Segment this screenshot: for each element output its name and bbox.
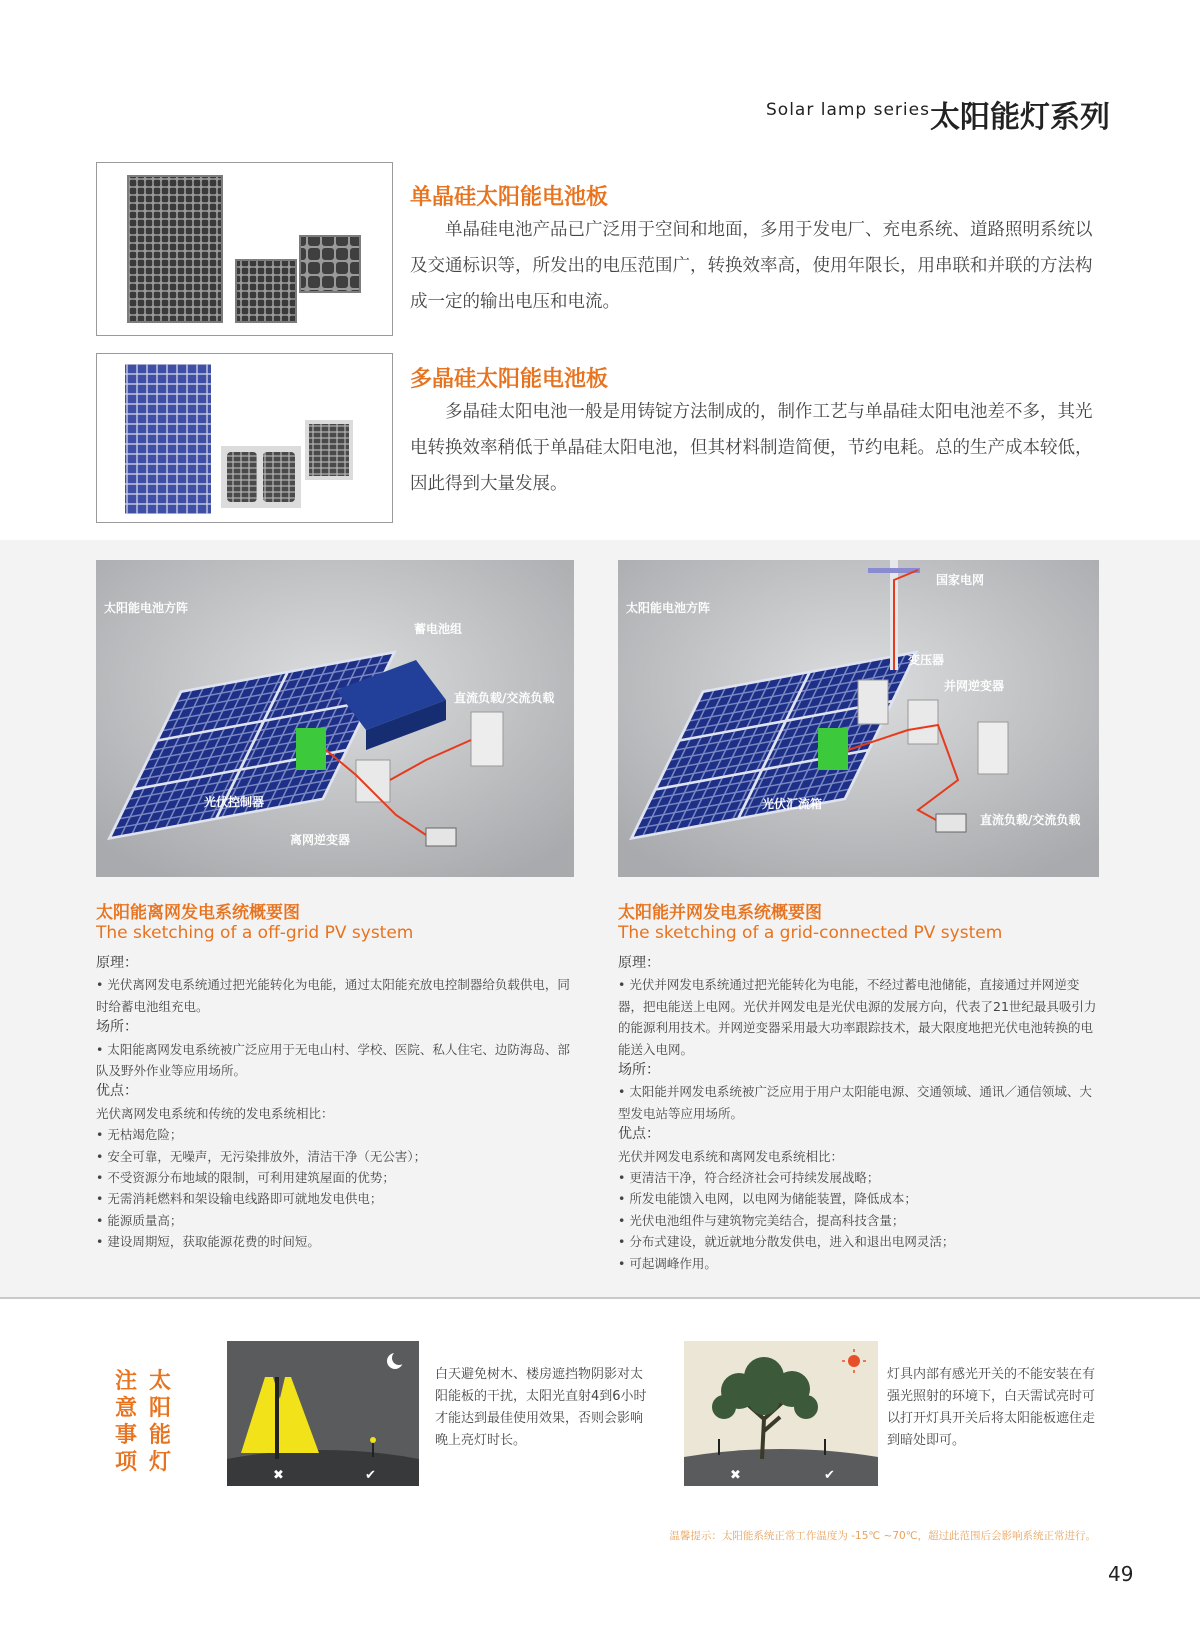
- list-item: • 更清洁干净，符合经济社会可持续发展战略；: [618, 1170, 880, 1186]
- offgrid-label-battery: 蓄电池组: [414, 622, 463, 636]
- offgrid-principle-heading: 原理：: [96, 955, 138, 971]
- list-item: • 分布式建设，就近就地分散发供电，进入和退出电网灵活；: [618, 1234, 955, 1250]
- header-title-en: Solar lamp series: [766, 100, 930, 120]
- cross-icon: ✖: [273, 1468, 284, 1483]
- offgrid-label-controller: 光伏控制器: [204, 795, 265, 809]
- section-divider: [0, 1297, 1200, 1299]
- grid-adv-intro: 光伏并网发电系统和离网发电系统相比：: [618, 1148, 844, 1164]
- grid-principle: • 光伏并网发电系统通过把光能转化为电能，不经过蓄电池储能，直接通过并网逆变器，把电能送上电网。光伏并网发电是光伏电源的发展方向，代表了21世纪最具吸引力的能源利用技术。并网逆变器采用最大功率跟踪技术，最大限度地把光伏电池转换的电能送入电网。: [618, 977, 1097, 1057]
- list-item: • 安全可靠，无噪声，无污染排放外，清洁干净（无公害）；: [96, 1148, 427, 1164]
- notice-heading-lamp: 太阳能灯: [148, 1369, 171, 1475]
- grid-caption-en: The sketching of a grid-connected PV system: [618, 923, 1003, 943]
- offgrid-principle: • 光伏离网发电系统通过把光能转化为电能，通过太阳能充放电控制器给负载供电，同时给蓄电池组充电。: [96, 977, 570, 1014]
- mono-panel-title: 单晶硅太阳能电池板: [410, 185, 609, 210]
- check-icon: ✔: [824, 1468, 835, 1483]
- list-item: • 无枯竭危险；: [96, 1127, 183, 1143]
- mono-panels-illustration: [97, 163, 392, 335]
- mono-panel-description: 单晶硅电池产品已广泛用于空间和地面，多用于发电厂、充电系统、道路照明系统以及交通标识等，所发出的电压范围广，转换效率高，使用年限长，用串联和并联的方法构成一定的输出电压和电流。: [410, 220, 1093, 312]
- page-number: 49: [1108, 1562, 1134, 1586]
- offgrid-diagram-illustration: [96, 560, 574, 877]
- offgrid-label-array: 太阳能电池方阵: [104, 601, 189, 615]
- offgrid-adv-intro: 光伏离网发电系统和传统的发电系统相比：: [96, 1105, 334, 1121]
- grid-description: [618, 953, 1099, 1274]
- tip1-text: 白天避免树木、楼房遮挡物阴影对太阳能板的干扰，太阳光直射4到6小时才能达到最佳使用效果，否则会影响晚上亮灯时长。: [435, 1367, 647, 1448]
- check-icon: ✔: [365, 1468, 376, 1483]
- grid-diagram: [618, 560, 1099, 877]
- offgrid-place-heading: 场所：: [96, 1019, 138, 1036]
- grid-principle-heading: 原理：: [618, 955, 660, 971]
- footer-note: 温馨提示：太阳能系统正常工作温度为 -15℃ ~70℃，超过此范围后会影响系统正常进行。: [669, 1530, 1096, 1542]
- tip2-text: 灯具内部有感光开关的不能安装在有强光照射的环境下，白天需试亮时可以打开灯具开关后将太阳能板遮住走到暗处即可。: [887, 1367, 1096, 1448]
- grid-label-array: 太阳能电池方阵: [626, 601, 711, 615]
- offgrid-caption-cn: 太阳能离网发电系统概要图: [96, 903, 300, 923]
- grid-adv-heading: 优点：: [618, 1126, 660, 1143]
- list-item: • 无需消耗燃料和架设输电线路即可就地发电供电；: [96, 1191, 383, 1207]
- tip1-illustration: [227, 1341, 419, 1486]
- list-item: • 能源质量高；: [96, 1212, 183, 1228]
- list-item: • 建设周期短，获取能源花费的时间短。: [96, 1234, 320, 1250]
- poly-panel-description: 多晶硅太阳电池一般是用铸锭方法制成的，制作工艺与单晶硅太阳电池差不多，其光电转换效率稍低于单晶硅太阳电池，但其材料制造简便，节约电耗。总的生产成本较低，因此得到大量发展。: [410, 402, 1093, 494]
- sun-icon: [848, 1355, 860, 1367]
- poly-panel-image: [96, 353, 393, 523]
- header-title-cn: 太阳能灯系列: [930, 100, 1110, 135]
- list-item: • 可起调峰作用。: [618, 1255, 717, 1271]
- poly-panel-title: 多晶硅太阳能电池板: [410, 367, 609, 392]
- offgrid-label-inverter: 离网逆变器: [290, 833, 351, 847]
- grid-label-national-grid: 国家电网: [936, 573, 985, 587]
- grid-place: • 太阳能并网发电系统被广泛应用于用户太阳能电源、交通领域、通讯／通信领域、大型发电站等应用场所。: [618, 1084, 1092, 1121]
- grid-label-load: 直流负载/交流负载: [980, 813, 1081, 827]
- offgrid-caption-en: The sketching of a off-grid PV system: [96, 923, 414, 943]
- list-item: • 光伏电池组件与建筑物完美结合，提高科技含量；: [618, 1212, 905, 1228]
- poly-panels-illustration: [97, 354, 392, 522]
- offgrid-adv-heading: 优点：: [96, 1083, 138, 1100]
- cross-icon: ✖: [730, 1468, 741, 1483]
- offgrid-place: • 太阳能离网发电系统被广泛应用于无电山村、学校、医院、私人住宅、边防海岛、部队及野外作业等应用场所。: [96, 1041, 570, 1079]
- list-item: • 所发电能馈入电网，以电网为储能装置，降低成本；: [618, 1191, 917, 1207]
- offgrid-diagram: [96, 560, 574, 877]
- offgrid-description: [96, 953, 574, 1253]
- offgrid-label-load: 直流负载/交流负载: [454, 691, 555, 705]
- grid-diagram-illustration: [618, 560, 1099, 877]
- grid-caption-cn: 太阳能并网发电系统概要图: [618, 903, 822, 923]
- tip2-illustration: [684, 1341, 878, 1486]
- grid-label-inverter: 并网逆变器: [944, 679, 1005, 693]
- notice-heading-notes: 注意事项: [114, 1369, 137, 1475]
- mono-panel-image: [96, 162, 393, 336]
- grid-label-combiner: 光伏汇流箱: [762, 797, 823, 811]
- grid-label-transformer: 变压器: [908, 653, 945, 667]
- list-item: • 不受资源分布地域的限制，可利用建筑屋面的优势；: [96, 1170, 395, 1186]
- grid-place-heading: 场所：: [618, 1062, 660, 1079]
